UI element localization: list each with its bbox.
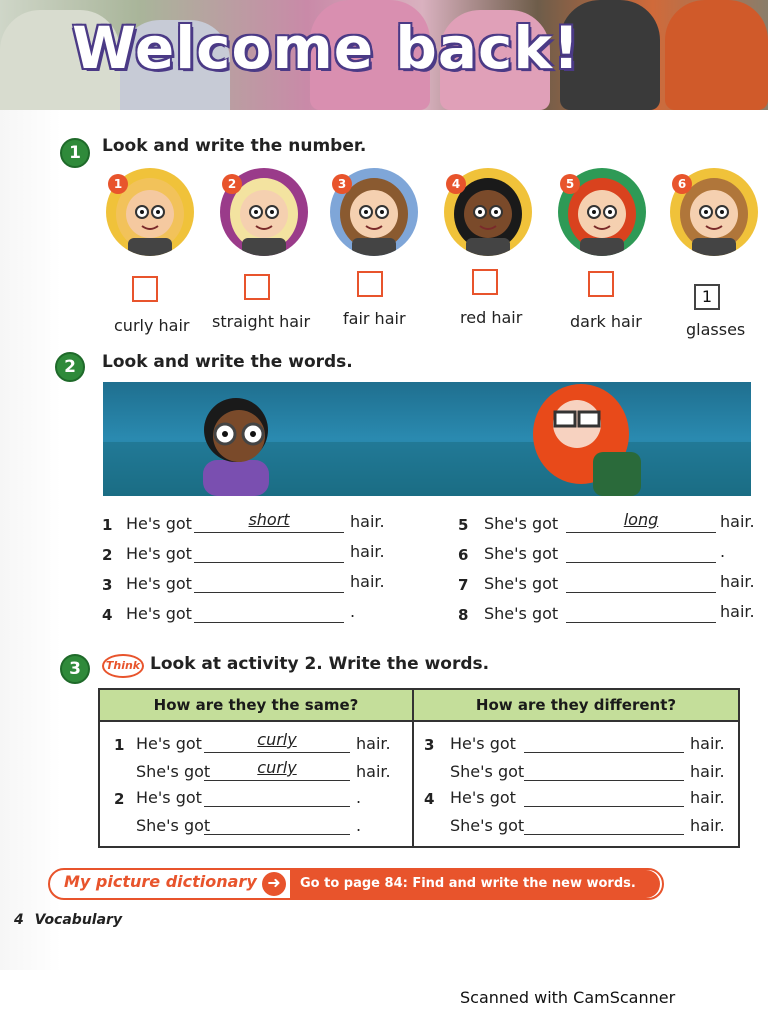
arrow-right-icon: ➜ bbox=[262, 872, 286, 896]
page-footer bbox=[14, 912, 122, 928]
exercise-1-title: Look and write the number. bbox=[102, 136, 367, 156]
answer-blank[interactable] bbox=[566, 546, 716, 563]
item-number: 1 bbox=[102, 516, 113, 534]
item-number: 3 bbox=[424, 736, 435, 754]
item-number: 3 bbox=[102, 576, 113, 594]
handwritten-answer: curly bbox=[257, 758, 297, 777]
banner-title: Welcome back! bbox=[72, 14, 581, 82]
item-number: 8 bbox=[458, 606, 469, 624]
answer-blank[interactable] bbox=[566, 606, 716, 623]
page-number: 4 bbox=[14, 912, 24, 928]
sentence-suffix: . bbox=[356, 816, 362, 835]
think-icon: Think bbox=[102, 654, 144, 678]
scanner-watermark: Scanned with CamScanner bbox=[460, 988, 676, 1007]
sentence-prefix: He's got bbox=[136, 734, 202, 753]
item-number: 4 bbox=[424, 790, 435, 808]
sentence-suffix: hair. bbox=[350, 572, 385, 591]
sentence-suffix: hair. bbox=[720, 572, 755, 591]
sentence-suffix: hair. bbox=[356, 734, 391, 753]
item-number: 2 bbox=[102, 546, 113, 564]
sentence-suffix: hair. bbox=[350, 542, 385, 561]
portrait-number: 2 bbox=[222, 174, 242, 194]
picture-dictionary-label: My picture dictionary bbox=[64, 872, 257, 891]
answer-blank[interactable] bbox=[204, 818, 350, 835]
exercise-2-title: Look and write the words. bbox=[102, 352, 353, 372]
hair-option-label: dark hair bbox=[570, 312, 642, 331]
portrait-number: 4 bbox=[446, 174, 466, 194]
banner-photo-child-6 bbox=[665, 0, 768, 110]
sentence-suffix: hair. bbox=[690, 734, 725, 753]
answer-checkbox[interactable] bbox=[132, 276, 158, 302]
answer-blank[interactable] bbox=[194, 606, 344, 623]
sentence-suffix: hair. bbox=[350, 512, 385, 531]
handwritten-answer: long bbox=[623, 510, 659, 529]
hair-option-label: red hair bbox=[460, 308, 523, 327]
sentence-prefix: She's got bbox=[484, 604, 559, 623]
hair-option-label: curly hair bbox=[114, 316, 190, 335]
item-number: 4 bbox=[102, 606, 113, 624]
sentence-prefix: She's got bbox=[136, 816, 211, 835]
sentence-suffix: . bbox=[350, 602, 356, 621]
answer-checkbox[interactable] bbox=[357, 271, 383, 297]
scene-drawing bbox=[103, 382, 751, 496]
answer-checkbox[interactable]: 1 bbox=[694, 284, 720, 310]
sentence-suffix: hair. bbox=[720, 512, 755, 531]
sentence-prefix: He's got bbox=[126, 544, 192, 563]
sentence-prefix: She's got bbox=[136, 762, 211, 781]
item-number: 2 bbox=[114, 790, 125, 808]
sentence-prefix: She's got bbox=[484, 574, 559, 593]
hair-option-label: fair hair bbox=[343, 309, 406, 328]
table-header-same: How are they the same? bbox=[100, 690, 412, 722]
portrait-number: 6 bbox=[672, 174, 692, 194]
sentence-prefix: She's got bbox=[484, 544, 559, 563]
sentence-prefix: She's got bbox=[450, 762, 525, 781]
welcome-banner bbox=[0, 0, 768, 110]
item-number: 5 bbox=[458, 516, 469, 534]
sentence-prefix: He's got bbox=[450, 734, 516, 753]
sentence-prefix: He's got bbox=[126, 604, 192, 623]
sentence-suffix: hair. bbox=[720, 602, 755, 621]
exercise-3-badge: 3 bbox=[60, 654, 90, 684]
sentence-suffix: . bbox=[720, 542, 726, 561]
sentence-prefix: He's got bbox=[126, 574, 192, 593]
answer-blank[interactable] bbox=[566, 576, 716, 593]
answer-blank[interactable] bbox=[524, 764, 684, 781]
answer-blank[interactable] bbox=[524, 818, 684, 835]
boy-character bbox=[203, 398, 269, 496]
item-number: 7 bbox=[458, 576, 469, 594]
portrait-number: 1 bbox=[108, 174, 128, 194]
sentence-prefix: He's got bbox=[450, 788, 516, 807]
table-divider bbox=[412, 690, 414, 846]
scene-illustration bbox=[103, 382, 751, 496]
sentence-suffix: hair. bbox=[356, 762, 391, 781]
handwritten-answer: curly bbox=[257, 730, 297, 749]
sentence-suffix: hair. bbox=[690, 816, 725, 835]
sentence-prefix: He's got bbox=[126, 514, 192, 533]
answer-blank[interactable] bbox=[194, 576, 344, 593]
goto-instruction: Go to page 84: Find and write the new words. bbox=[300, 876, 636, 891]
answer-checkbox[interactable] bbox=[588, 271, 614, 297]
answer-blank[interactable] bbox=[194, 546, 344, 563]
item-number: 6 bbox=[458, 546, 469, 564]
hair-option-label: glasses bbox=[686, 320, 746, 339]
sentence-suffix: hair. bbox=[690, 788, 725, 807]
hair-option-label: straight hair bbox=[212, 312, 311, 331]
sentence-prefix: He's got bbox=[136, 788, 202, 807]
answer-checkbox[interactable] bbox=[244, 274, 270, 300]
table-header-different: How are they different? bbox=[414, 690, 738, 722]
sentence-prefix: She's got bbox=[450, 816, 525, 835]
answer-blank[interactable] bbox=[524, 790, 684, 807]
sentence-suffix: . bbox=[356, 788, 362, 807]
portrait-number: 5 bbox=[560, 174, 580, 194]
exercise-3-title: Look at activity 2. Write the words. bbox=[150, 654, 490, 674]
exercise-2-badge: 2 bbox=[55, 352, 85, 382]
section-name: Vocabulary bbox=[34, 912, 123, 928]
handwritten-answer: short bbox=[248, 510, 290, 529]
portrait-number: 3 bbox=[332, 174, 352, 194]
answer-blank[interactable] bbox=[204, 790, 350, 807]
sentence-prefix: She's got bbox=[484, 514, 559, 533]
answer-checkbox[interactable] bbox=[472, 269, 498, 295]
answer-blank[interactable] bbox=[524, 736, 684, 753]
sentence-suffix: hair. bbox=[690, 762, 725, 781]
exercise-1-badge: 1 bbox=[60, 138, 90, 168]
item-number: 1 bbox=[114, 736, 125, 754]
